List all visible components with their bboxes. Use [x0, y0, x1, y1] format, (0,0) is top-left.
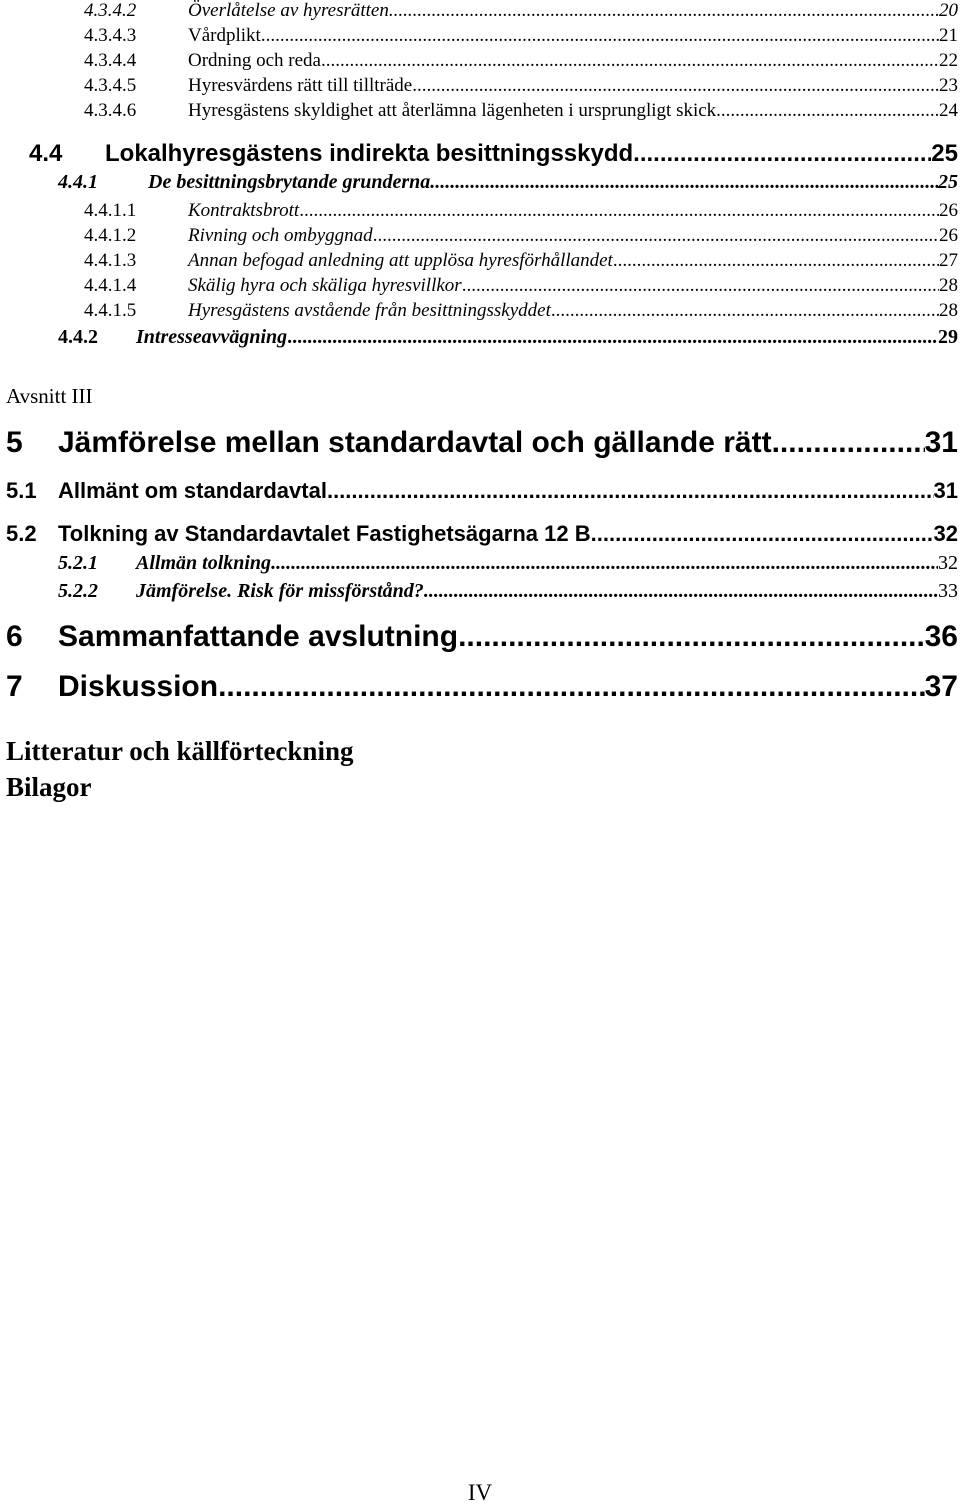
toc-title: Diskussion — [58, 670, 219, 703]
toc-page: 21 — [939, 25, 958, 46]
toc-title: Lokalhyresgästens indirekta besittningsskydd — [105, 140, 634, 167]
toc-page: 31 — [924, 426, 958, 459]
toc-leader — [716, 100, 939, 122]
toc-title: Hyresgästens avstående från besittningsskyddet — [188, 300, 551, 321]
toc-number: 4.3.4.3 — [84, 25, 137, 46]
toc-leader — [373, 225, 939, 247]
toc-number: 4.4.1.3 — [84, 250, 137, 271]
toc-leader — [218, 670, 925, 704]
toc-leader — [412, 75, 939, 97]
toc-entry — [0, 580, 958, 603]
toc-title: Rivning och ombyggnad — [188, 225, 373, 246]
toc-title: Vårdplikt — [188, 25, 261, 46]
toc-leader — [321, 50, 939, 72]
toc-leader — [327, 478, 934, 504]
toc-title: Jämförelse mellan standardavtal och gällande rätt — [58, 426, 772, 459]
toc-title: Intresseavvägning — [136, 326, 288, 348]
toc-leader — [287, 326, 938, 349]
toc-page: 29 — [938, 326, 958, 348]
toc-leader — [633, 140, 931, 168]
page-number: IV — [467, 1480, 493, 1505]
toc-number: 4.3.4.2 — [84, 0, 137, 21]
toc-title: Sammanfattande avslutning — [58, 620, 459, 653]
toc-number: 7 — [6, 670, 23, 703]
toc-page: 23 — [939, 75, 958, 96]
toc-entry — [0, 275, 958, 297]
section-label: Avsnitt III — [6, 384, 93, 408]
toc-entry — [0, 100, 958, 122]
toc-leader — [389, 0, 939, 22]
toc-number: 5.2.2 — [58, 580, 98, 602]
toc-leader — [462, 275, 939, 297]
toc-entry — [0, 670, 958, 704]
toc-leader — [261, 25, 939, 47]
toc-title: Jämförelse. Risk för missförstånd? — [136, 580, 424, 602]
toc-title: De besittningsbrytande grunderna — [148, 171, 431, 193]
toc-page: 37 — [924, 670, 958, 703]
toc-number: 4.3.4.6 — [84, 100, 137, 121]
toc-number: 4.4.1.2 — [84, 225, 137, 246]
toc-entry — [0, 620, 958, 654]
toc-number: 5.1 — [6, 478, 37, 503]
toc-leader — [458, 620, 925, 654]
toc-number: 4.4.1.5 — [84, 300, 137, 321]
toc-page: 26 — [939, 200, 958, 221]
toc-leader — [772, 426, 925, 460]
toc-entry — [0, 171, 958, 194]
appendix-literature: Litteratur och källförteckning — [6, 736, 354, 766]
toc-title: Tolkning av Standardavtalet Fastighetsägarna 12 B. — [58, 521, 597, 546]
toc-entry — [0, 75, 958, 97]
toc-page: 28 — [939, 300, 958, 321]
toc-page: 28 — [939, 275, 958, 296]
toc-entry — [0, 426, 958, 460]
toc-entry — [0, 225, 958, 247]
toc-page: 25 — [931, 140, 958, 167]
toc-page: 22 — [939, 50, 958, 71]
toc-title: Skälig hyra och skäliga hyresvillkor — [188, 275, 462, 296]
toc-page: 36 — [924, 620, 958, 653]
toc-leader — [430, 171, 938, 194]
toc-entry — [0, 50, 958, 72]
toc-title: Kontraktsbrott — [188, 200, 300, 221]
toc-page: 25 — [938, 171, 958, 193]
appendix-attachments: Bilagor — [6, 772, 92, 802]
toc-title: Överlåtelse av hyresrätten — [188, 0, 389, 21]
toc-entry — [0, 0, 958, 22]
toc-leader — [424, 580, 938, 603]
toc-entry — [0, 300, 958, 322]
toc-number: 4.4.1.4 — [84, 275, 137, 296]
toc-page: 33 — [938, 580, 958, 602]
toc-leader — [613, 250, 939, 272]
toc-page: 31 — [933, 478, 958, 503]
toc-title: Hyresgästens skyldighet att återlämna lägenheten i ursprungligt skick — [188, 100, 717, 121]
toc-entry — [0, 25, 958, 47]
toc-page: 26 — [939, 225, 958, 246]
toc-entry — [0, 521, 958, 547]
toc-page: 27 — [939, 250, 958, 271]
toc-entry — [0, 250, 958, 272]
toc-number: 5 — [6, 426, 23, 459]
toc-title: Annan befogad anledning att upplösa hyresförhållandet — [188, 250, 613, 271]
toc-page: 20 — [939, 0, 958, 21]
toc-entry — [0, 200, 958, 222]
toc-number: 4.4.1.1 — [84, 200, 137, 221]
toc-number: 4.4.1 — [58, 171, 98, 193]
toc-number: 4.4 — [29, 140, 63, 167]
toc-number: 5.2 — [6, 521, 37, 546]
toc-entry — [0, 478, 958, 504]
toc-page: 32 — [933, 521, 958, 546]
toc-entry — [0, 140, 958, 168]
toc-leader — [299, 200, 939, 222]
toc-page: 24 — [939, 100, 958, 121]
toc-leader — [271, 552, 938, 575]
toc-number: 5.2.1 — [58, 552, 98, 574]
toc-number: 6 — [6, 620, 23, 653]
toc-leader — [551, 300, 939, 322]
toc-title: Ordning och reda — [188, 50, 321, 71]
toc-title: Hyresvärdens rätt till tillträde — [188, 75, 413, 96]
toc-page: 32 — [938, 552, 958, 574]
toc-title: Allmän tolkning — [136, 552, 272, 574]
toc-number: 4.3.4.4 — [84, 50, 137, 71]
toc-title: Allmänt om standardavtal — [58, 478, 327, 503]
toc-number: 4.4.2 — [58, 326, 98, 348]
toc-entry — [0, 326, 958, 349]
toc-leader — [597, 521, 934, 547]
toc-entry — [0, 552, 958, 575]
toc-number: 4.3.4.5 — [84, 75, 137, 96]
